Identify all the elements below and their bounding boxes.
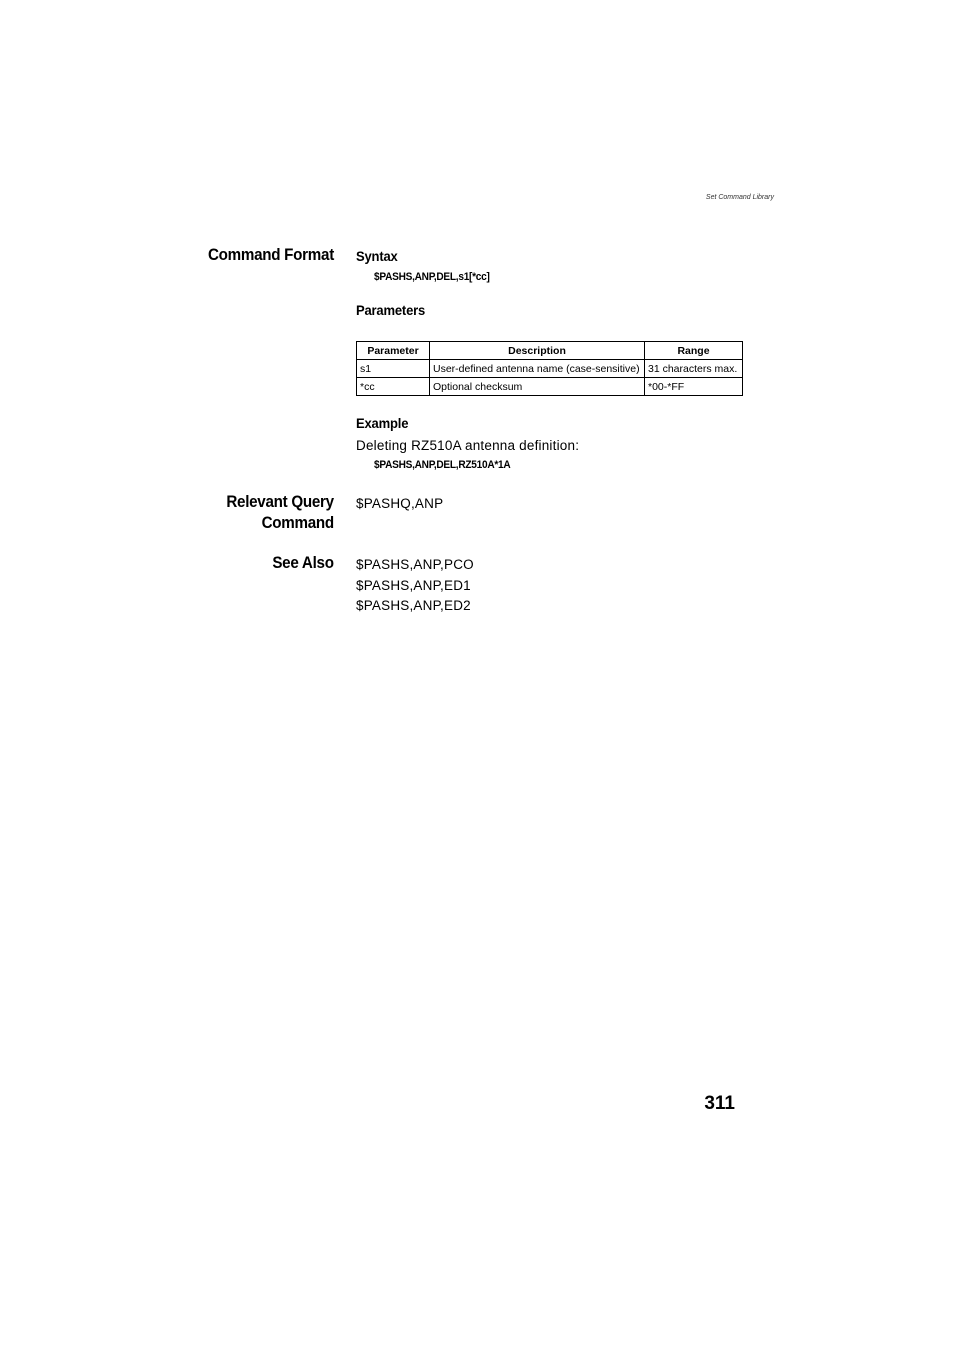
relevant-query-command: $PASHQ,ANP [356,496,444,511]
table-cell-description: Optional checksum [430,378,645,396]
relevant-query-heading-line1: Relevant Query [226,493,334,511]
relevant-query-heading [226,492,334,534]
parameters-table [356,341,743,396]
page-number: 311 [704,1093,735,1114]
table-cell-range: *00-*FF [645,378,743,396]
table-cell-parameter: s1 [357,360,430,378]
column-header-range: Range [645,342,743,360]
column-header-parameter: Parameter [357,342,430,360]
table-cell-description: User-defined antenna name (case-sensitive) [430,360,645,378]
table-row [357,360,743,378]
list-item: $PASHS,ANP,ED1 [356,577,471,593]
example-description: Deleting RZ510A antenna definition: [356,438,580,453]
syntax-heading: Syntax [356,248,398,264]
example-heading: Example [356,415,409,431]
see-also-list [356,555,474,617]
parameters-heading: Parameters [356,302,426,318]
table-cell-range: 31 characters max. [645,360,743,378]
table-header-row [357,342,743,360]
table-row [357,378,743,396]
command-format-heading: Command Format [207,246,334,264]
list-item: $PASHS,ANP,PCO [356,557,474,572]
running-header: Set Command Library [705,194,774,201]
table-cell-parameter: *cc [357,378,430,396]
see-also-heading: See Also [272,554,334,572]
column-header-description: Description [430,342,645,360]
relevant-query-heading-line2: Command [261,514,334,532]
example-command: $PASHS,ANP,DEL,RZ510A*1A [374,459,511,471]
syntax-command: $PASHS,ANP,DEL,s1[*cc] [374,271,490,283]
list-item: $PASHS,ANP,ED2 [356,598,471,613]
